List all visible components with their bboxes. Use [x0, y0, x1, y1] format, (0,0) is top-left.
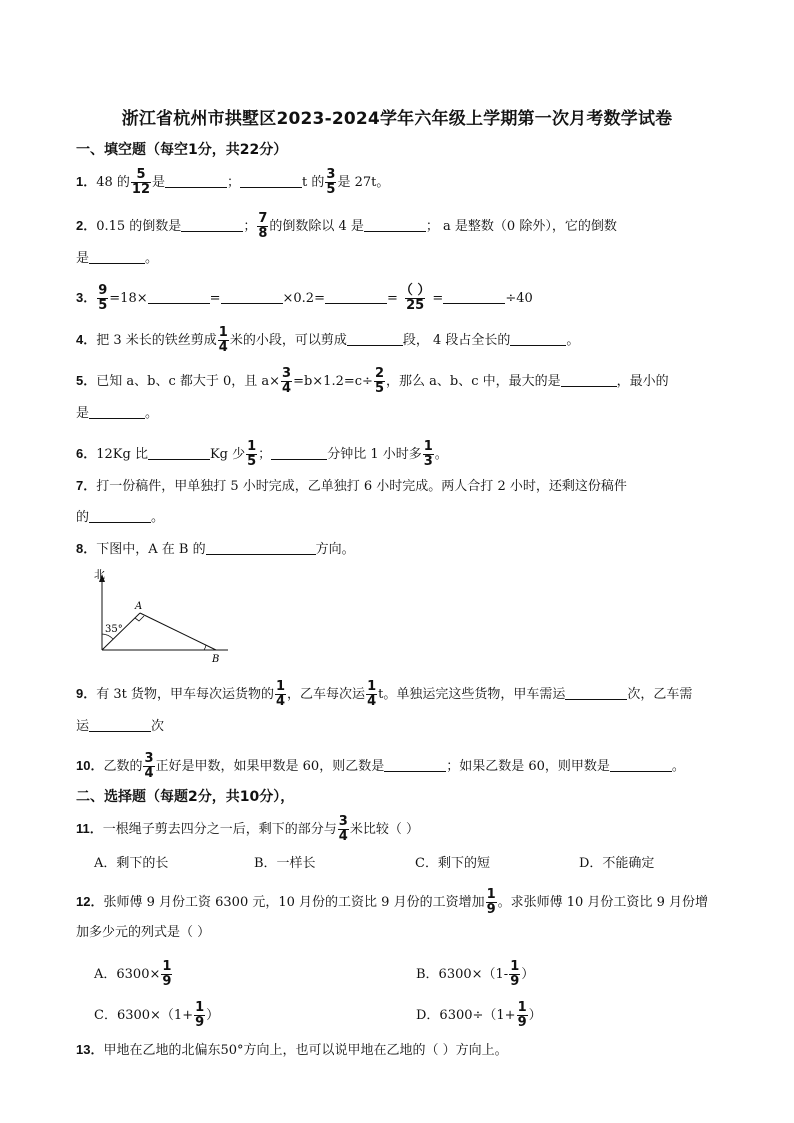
question-5-continued: [76, 404, 158, 423]
answer-blank[interactable]: [165, 173, 227, 188]
question-13: [76, 1041, 508, 1060]
numerator: 1: [162, 959, 172, 974]
section-heading-fill-in: 一、填空题（每空1分，共22分）: [76, 142, 288, 158]
angle-label: 35°: [105, 624, 123, 635]
question-text: 运: [76, 719, 90, 734]
segment-a-b: [140, 613, 216, 650]
option-text: ）: [528, 1008, 542, 1023]
angle-arc-b: [204, 645, 206, 650]
answer-blank[interactable]: [89, 404, 145, 419]
answer-blank[interactable]: [89, 249, 145, 264]
question-text: ，那么 a、b、c 中，最大的是: [385, 374, 561, 389]
denominator: 4: [276, 694, 286, 709]
question-text: 甲地在乙地的北偏东50°方向上，也可以说甲地在乙地的（ ）方向上。: [103, 1043, 508, 1058]
option-text: ）: [206, 1008, 220, 1023]
option-text: D．6300÷（1+: [416, 1008, 516, 1023]
numerator: 1: [517, 1000, 527, 1015]
answer-blank[interactable]: [221, 289, 283, 304]
option-text: A．6300×: [94, 967, 161, 982]
question-text: 打一份稿件，甲单独打 5 小时完成，乙单独打 6 小时完成。两人合打 2 小时，还剩这份稿件: [96, 479, 627, 494]
numerator: 5: [136, 167, 146, 182]
question-number: 13．: [76, 1042, 104, 1057]
question-text: 48 的: [96, 175, 130, 190]
denominator: 9: [162, 974, 172, 989]
numerator: 1: [195, 1000, 205, 1015]
denominator: 4: [144, 766, 154, 781]
question-text: 方向。: [315, 542, 355, 557]
denominator: 5: [326, 182, 336, 197]
question-text: 加多少元的列式是（ ）: [76, 925, 211, 940]
answer-blank[interactable]: [325, 289, 387, 304]
question-number: 5．: [76, 373, 97, 388]
question-text: 段， 4 段占全长的: [402, 333, 511, 348]
question-text: 是: [76, 251, 90, 266]
fraction: [509, 960, 520, 989]
question-text: 米的小段，可以剪成: [229, 333, 347, 348]
numerator[interactable]: （ ）: [399, 283, 431, 298]
fraction: [486, 888, 497, 917]
question-4: [76, 326, 579, 355]
fraction: [257, 212, 268, 241]
question-text: 。: [145, 406, 159, 421]
question-text: 正好是甲数，如果甲数是 60，则乙数是: [155, 759, 385, 774]
answer-blank[interactable]: [610, 757, 672, 772]
denominator: 4: [338, 829, 348, 844]
answer-blank[interactable]: [206, 540, 316, 555]
numerator: 1: [510, 959, 520, 974]
answer-blank[interactable]: [271, 445, 327, 460]
question-number: 1．: [76, 174, 97, 189]
question-text: ；如果乙数是 60，则甲数是: [446, 759, 610, 774]
question-10: [76, 752, 685, 781]
option-b[interactable]: [416, 960, 534, 989]
option-text: C．6300×（1+: [94, 1008, 194, 1023]
question-text: ，最小的: [616, 374, 669, 389]
question-9-continued: [76, 717, 164, 736]
answer-blank[interactable]: [443, 289, 505, 304]
question-text: 分钟比 1 小时多: [327, 447, 422, 462]
option-b[interactable]: B．一样长: [254, 856, 316, 871]
question-text: 。: [434, 447, 448, 462]
answer-blank[interactable]: [347, 331, 403, 346]
fraction: [517, 1001, 528, 1030]
answer-blank[interactable]: [384, 757, 446, 772]
question-text: 米比较（ ）: [349, 822, 419, 837]
question-text: ，乙车每次运: [287, 687, 366, 702]
numerator: 3: [282, 366, 292, 381]
question-text: 已知 a、b、c 都大于 0，且 a×: [96, 374, 281, 389]
question-text: 的: [76, 510, 90, 525]
question-7: [76, 477, 627, 496]
numerator: 1: [423, 439, 433, 454]
option-text: B．6300×（1-: [416, 967, 509, 982]
question-text: 下图中，A 在 B 的: [96, 542, 206, 557]
question-text: =b×1.2=c÷: [293, 374, 373, 389]
question-text: 12Kg 比: [96, 447, 148, 462]
question-number: 3．: [76, 290, 97, 305]
numerator: 3: [326, 167, 336, 182]
question-2-continued: [76, 249, 158, 268]
question-1: [76, 168, 389, 197]
fraction: [325, 168, 336, 197]
denominator: 5: [98, 298, 108, 313]
denominator: 3: [423, 454, 433, 469]
section-heading-choice: 二、选择题（每题2分，共10分），: [76, 789, 295, 805]
question-number: 11．: [76, 821, 103, 836]
answer-blank[interactable]: [364, 217, 426, 232]
question-number: 7．: [76, 478, 97, 493]
question-text: 是: [76, 406, 90, 421]
numerator: 1: [276, 679, 286, 694]
direction-diagram: [86, 568, 246, 672]
option-d[interactable]: [416, 1001, 542, 1030]
answer-blank[interactable]: [565, 685, 627, 700]
fraction: [366, 680, 377, 709]
north-label: 北: [94, 568, 105, 581]
question-12: [76, 888, 708, 917]
question-text: 乙数的: [103, 759, 143, 774]
question-9: [76, 680, 692, 709]
fraction: [194, 1001, 205, 1030]
question-text: 张师傅 9 月份工资 6300 元，10 月份的工资比 9 月份的工资增加: [103, 895, 485, 910]
question-text: t。单独运完这些货物，甲车需运: [378, 687, 566, 702]
question-2: [76, 212, 617, 241]
question-text: =: [209, 291, 221, 306]
question-text: ；: [243, 219, 257, 234]
question-text: 。: [566, 333, 580, 348]
question-text: =: [386, 291, 398, 306]
denominator: 9: [195, 1015, 205, 1030]
denominator: 9: [486, 902, 496, 917]
answer-blank[interactable]: [181, 217, 243, 232]
answer-blank[interactable]: [89, 508, 151, 523]
fraction: [143, 752, 154, 781]
answer-blank[interactable]: [148, 445, 210, 460]
fraction: [246, 440, 257, 469]
denominator: 25: [406, 298, 425, 313]
fraction: [338, 815, 349, 844]
question-text: =18×: [109, 291, 148, 306]
question-text: 把 3 米长的铁丝剪成: [96, 333, 217, 348]
question-text: 的倒数除以 4 是: [269, 219, 364, 234]
fraction: [374, 367, 385, 396]
direction-diagram-svg: [86, 568, 246, 668]
question-text: 0.15 的倒数是: [96, 219, 182, 234]
question-number: 4．: [76, 332, 97, 347]
fraction: [275, 680, 286, 709]
answer-blank[interactable]: [89, 717, 151, 732]
question-8: [76, 540, 355, 559]
fraction: [161, 960, 172, 989]
numerator: 1: [486, 887, 496, 902]
answer-blank[interactable]: [561, 372, 617, 387]
question-number: 8．: [76, 541, 97, 556]
denominator: 8: [258, 226, 268, 241]
question-11: [76, 815, 419, 844]
question-text: 是: [152, 175, 166, 190]
question-number: 2．: [76, 218, 97, 233]
denominator: 4: [367, 694, 377, 709]
question-number: 9．: [76, 686, 97, 701]
question-text: 。: [671, 759, 685, 774]
question-text: 次，乙车需: [627, 687, 693, 702]
answer-blank[interactable]: [510, 331, 566, 346]
question-text: 。: [151, 510, 165, 525]
option-text: ）: [521, 967, 535, 982]
fraction: [423, 440, 434, 469]
denominator: 9: [510, 974, 520, 989]
numerator: 1: [218, 325, 228, 340]
question-12-continued: [76, 924, 210, 942]
numerator: 1: [367, 679, 377, 694]
question-7-continued: [76, 508, 164, 527]
question-text: 有 3t 货物，甲车每次运货物的: [96, 687, 274, 702]
question-text: ×0.2=: [282, 291, 325, 306]
option-a[interactable]: [94, 960, 173, 989]
denominator: 4: [218, 340, 228, 355]
numerator: 7: [258, 211, 268, 226]
denominator: 5: [247, 454, 257, 469]
option-c[interactable]: [94, 1001, 219, 1030]
question-number: 10．: [76, 758, 104, 773]
question-text: ÷40: [505, 291, 533, 306]
denominator: 12: [131, 182, 151, 197]
question-number: 12．: [76, 894, 104, 909]
numerator: 3: [144, 751, 154, 766]
question-number: 6．: [76, 446, 97, 461]
question-text: ；: [227, 175, 241, 190]
numerator: 1: [247, 439, 257, 454]
option-d[interactable]: D．不能确定: [579, 856, 655, 871]
question-text: =: [432, 291, 444, 306]
point-b-label: B: [212, 654, 220, 665]
fraction: [281, 367, 292, 396]
question-text: t 的: [302, 175, 325, 190]
numerator: 2: [374, 366, 384, 381]
question-5: [76, 367, 669, 396]
fraction: [399, 284, 432, 313]
option-a[interactable]: A．剩下的长: [94, 856, 169, 871]
question-text: Kg 少: [209, 447, 246, 462]
question-text: 。求张师傅 10 月份工资比 9 月份增: [497, 895, 708, 910]
denominator: 5: [374, 381, 384, 396]
numerator: 3: [338, 814, 348, 829]
question-text: 。: [145, 251, 159, 266]
point-a-label: A: [135, 601, 143, 612]
fraction: [97, 284, 108, 313]
question-text: 是 27t。: [337, 175, 390, 190]
numerator: 9: [98, 283, 108, 298]
denominator: 4: [282, 381, 292, 396]
question-6: [76, 440, 448, 469]
exam-title: 浙江省杭州市拱墅区2023-2024学年六年级上学期第一次月考数学试卷: [121, 109, 673, 129]
question-text: 次: [151, 719, 165, 734]
answer-blank[interactable]: [148, 289, 210, 304]
question-text: ；: [258, 447, 272, 462]
question-3: [76, 284, 533, 313]
question-text: 一根绳子剪去四分之一后，剩下的部分与: [102, 822, 337, 837]
denominator: 9: [517, 1015, 527, 1030]
option-c[interactable]: C．剩下的短: [415, 856, 490, 871]
question-text: ； a 是整数（0 除外），它的倒数: [425, 219, 617, 234]
fraction: [131, 168, 151, 197]
fraction: [218, 326, 229, 355]
answer-blank[interactable]: [240, 173, 302, 188]
